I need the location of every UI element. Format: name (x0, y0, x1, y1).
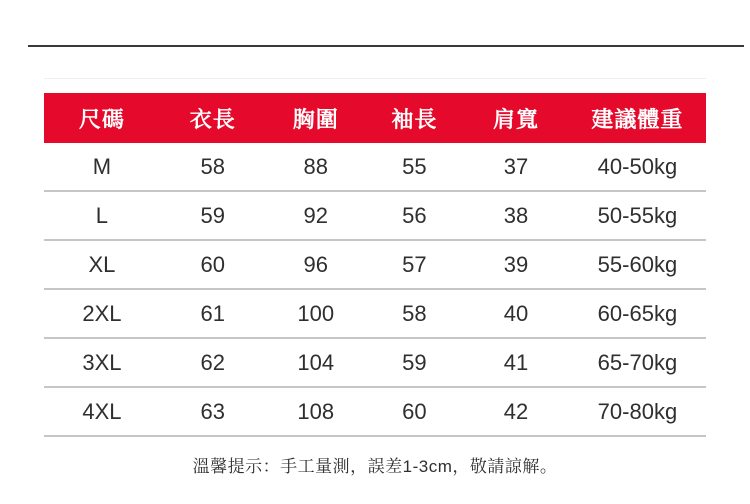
measurement-cell: 60 (402, 398, 427, 424)
measurement-disclaimer: 溫馨提示：手工量測，誤差1-3cm，敬請諒解。 (192, 457, 558, 476)
header-cell: 袖長 (391, 106, 438, 132)
measurement-cell: 57 (402, 251, 427, 277)
measurement-cell: 58 (402, 300, 427, 326)
table-row (44, 241, 706, 290)
header-cell: 尺碼 (78, 106, 125, 132)
top-divider-line (28, 45, 744, 47)
measurement-cell: 50-55kg (597, 202, 678, 228)
table-row (44, 339, 706, 388)
measurement-cell: 63 (200, 398, 226, 424)
measurement-cell: 37 (503, 153, 529, 179)
table-header-row (44, 93, 706, 143)
table-row (44, 192, 706, 241)
measurement-cell: 70-80kg (597, 398, 678, 424)
measurement-cell: 60-65kg (597, 300, 678, 326)
measurement-cell: 62 (200, 349, 226, 375)
measurement-cell: 65-70kg (597, 349, 678, 375)
measurement-cell: 55 (402, 153, 427, 179)
measurement-cell: 59 (402, 349, 427, 375)
measurement-cell: 59 (200, 202, 226, 228)
measurement-cell: 100 (297, 300, 335, 326)
table-row (44, 290, 706, 339)
measurement-cell: 104 (297, 349, 335, 375)
header-cell: 建議體重 (591, 106, 684, 132)
faint-divider-line (44, 78, 706, 79)
measurement-cell: 41 (503, 349, 529, 375)
measurement-cell: 96 (303, 251, 328, 277)
size-cell: XL (88, 251, 116, 277)
measurement-cell: 40-50kg (597, 153, 678, 179)
size-cell: 2XL (82, 300, 122, 326)
measurement-cell: 39 (503, 251, 529, 277)
header-cell: 胸圍 (292, 106, 339, 132)
measurement-cell: 88 (303, 153, 328, 179)
size-cell: 4XL (82, 398, 122, 424)
size-cell: L (95, 202, 109, 228)
measurement-cell: 108 (297, 398, 335, 424)
measurement-cell: 60 (200, 251, 226, 277)
measurement-cell: 56 (402, 202, 427, 228)
measurement-cell: 92 (303, 202, 328, 228)
size-cell: M (92, 153, 112, 179)
measurement-cell: 40 (503, 300, 529, 326)
size-cell: 3XL (82, 349, 122, 375)
measurement-cell: 58 (200, 153, 226, 179)
header-cell: 肩寬 (492, 106, 539, 132)
measurement-cell: 42 (503, 398, 529, 424)
header-cell: 衣長 (189, 106, 236, 132)
measurement-cell: 38 (503, 202, 529, 228)
measurement-cell: 61 (200, 300, 226, 326)
table-body (44, 143, 706, 437)
size-chart-table (44, 93, 706, 437)
table-row (44, 143, 706, 192)
measurement-cell: 55-60kg (597, 251, 678, 277)
table-row (44, 388, 706, 437)
